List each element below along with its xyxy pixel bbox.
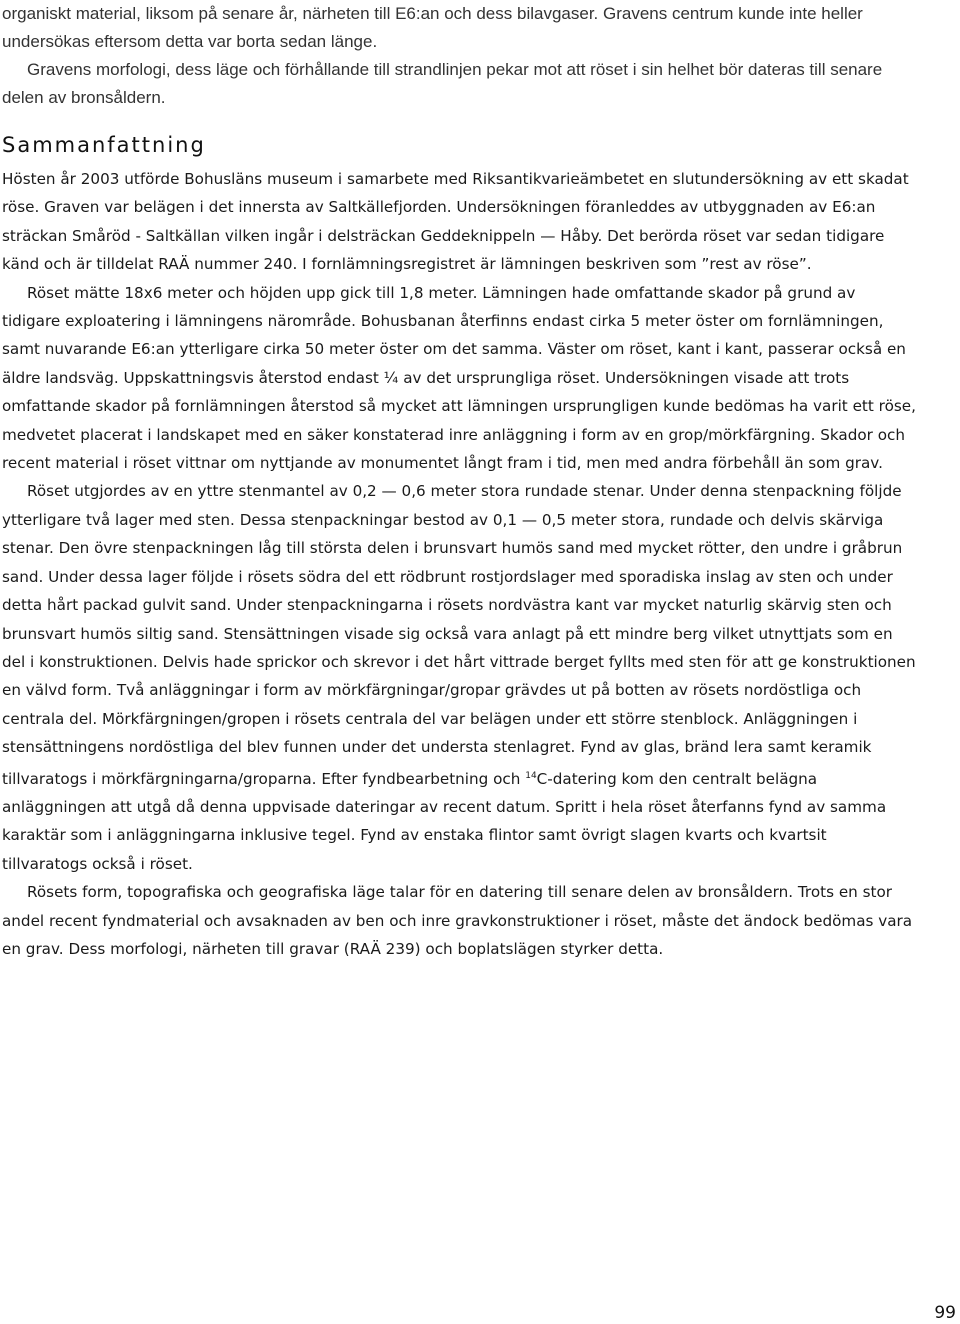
intro-text	[2, 0, 922, 112]
summary-paragraph-1: Hösten år 2003 utförde Bohusläns museum i samarbete med Riksantikvarieämbetet en slutundersökning av ett skadat röse. Graven var belägen i det innersta av Saltkällefjorden. Undersökningen föranleddes av utbyggnaden av E6:an sträckan Småröd - Saltkällan vilken ingår i delsträckan Geddeknippeln — Håby. Det berörda röset var sedan tidigare känd och är tilldelat RAÄ nummer 240. I fornlämningsregistret är lämningen beskriven som ”rest av röse”.	[2, 170, 909, 274]
summary-paragraph-4: Rösets form, topografiska och geografiska läge talar för en datering till senare delen av bronsåldern. Trots en stor andel recent fyndmaterial och avsaknaden av ben och inre gravkonstruktioner i röset, måste det ändock bedömas vara en grav. Dess morfologi, närheten till gravar (RAÄ 239) och boplatslägen styrker detta.	[2, 883, 913, 959]
summary-body	[2, 165, 916, 963]
section-heading: Sammanfattning	[2, 133, 206, 157]
summary-paragraph-3	[2, 477, 916, 878]
page-number: 99	[934, 1303, 956, 1323]
superscript-14: 14	[525, 770, 537, 781]
summary-paragraph-3-part-2: C-datering kom den centralt belägna anläggningen att utgå då denna uppvisade dateringar av recent datum. Spritt i hela röset återfanns fynd av samma karaktär som i anläggningarna inklusive tegel. Fynd av enstaka flintor samt övrigt slagen kvarts och kvartsit tillvaratogs också i röset.	[2, 769, 887, 873]
summary-paragraph-2: Röset mätte 18x6 meter och höjden upp gick till 1,8 meter. Lämningen hade omfattande skador på grund av tidigare exploatering i lämningens närområde. Bohusbanan återfinns endast cirka 5 meter öster om fornlämningen, samt nuvarande E6:an ytterligare cirka 50 meter öster om det samma. Väster om röset, kant i kant, passerar också en äldre landsväg. Uppskattningsvis återstod endast ¼ av det ursprungliga röset. Undersökningen visade att trots omfattande skador på fornlämningen återstod så mycket att lämningen ursprungligen kunde bedömas ha varit ett röse, medvetet placerat i landskapet med en säker konstaterad inre anläggning i form av en grop/mörkfärgning. Skador och recent material i röset vittnar om nyttjande av monumentet långt fram i tid, men med andra förbehåll än som grav.	[2, 283, 916, 473]
summary-paragraph-3-part-1: Röset utgjordes av en yttre stenmantel av 0,2 — 0,6 meter stora rundade stenar. Under denna stenpackning följde ytterligare två lager med sten. Dessa stenpackningar bestod av 0,1 — 0,5 meter stora, rundade och delvis skärviga stenar. Den övre stenpackningen låg till största delen i brunsvart humös sand med mycket rötter, den undre i gråbrun sand. Under dessa lager följde i rösets södra del ett rödbrunt rostjordslager med sporadiska inslag av sten och under detta hårt packad gulvit sand. Under stenpackningarna i rösets nordvästra kant var mycket naturlig skärvig sten och brunsvart humös siltig sand. Stensättningen visade sig också vara anlagt på ett mindre berg vilket utnyttjats som en del i konstruktionen. Delvis hade sprickor och skrevor i det hårt vittrade berget fyllts med sten för att ge konstruktionen en välvd form. Två anläggningar i form av mörkfärgningar/gropar grävdes ut på botten av rösets nordöstliga och centrala del. Mörkfärgningen/gropen i rösets centrala del var belägen under ett större stenblock. Anläggningen i stensättningens nordöstliga del blev funnen under det understa stenlagret. Fynd av glas, bränd lera samt keramik tillvaratogs i mörkfärgningarna/groparna. Efter fyndbearbetning och	[2, 482, 916, 788]
intro-paragraph-1: organiskt material, liksom på senare år, närheten till E6:an och dess bilavgaser. Gravens centrum kunde inte heller undersökas eftersom detta var borta sedan länge.	[2, 4, 863, 51]
intro-paragraph-2: Gravens morfologi, dess läge och förhållande till strandlinjen pekar mot att röset i sin helhet bör dateras till senare delen av bronsåldern.	[2, 60, 883, 107]
